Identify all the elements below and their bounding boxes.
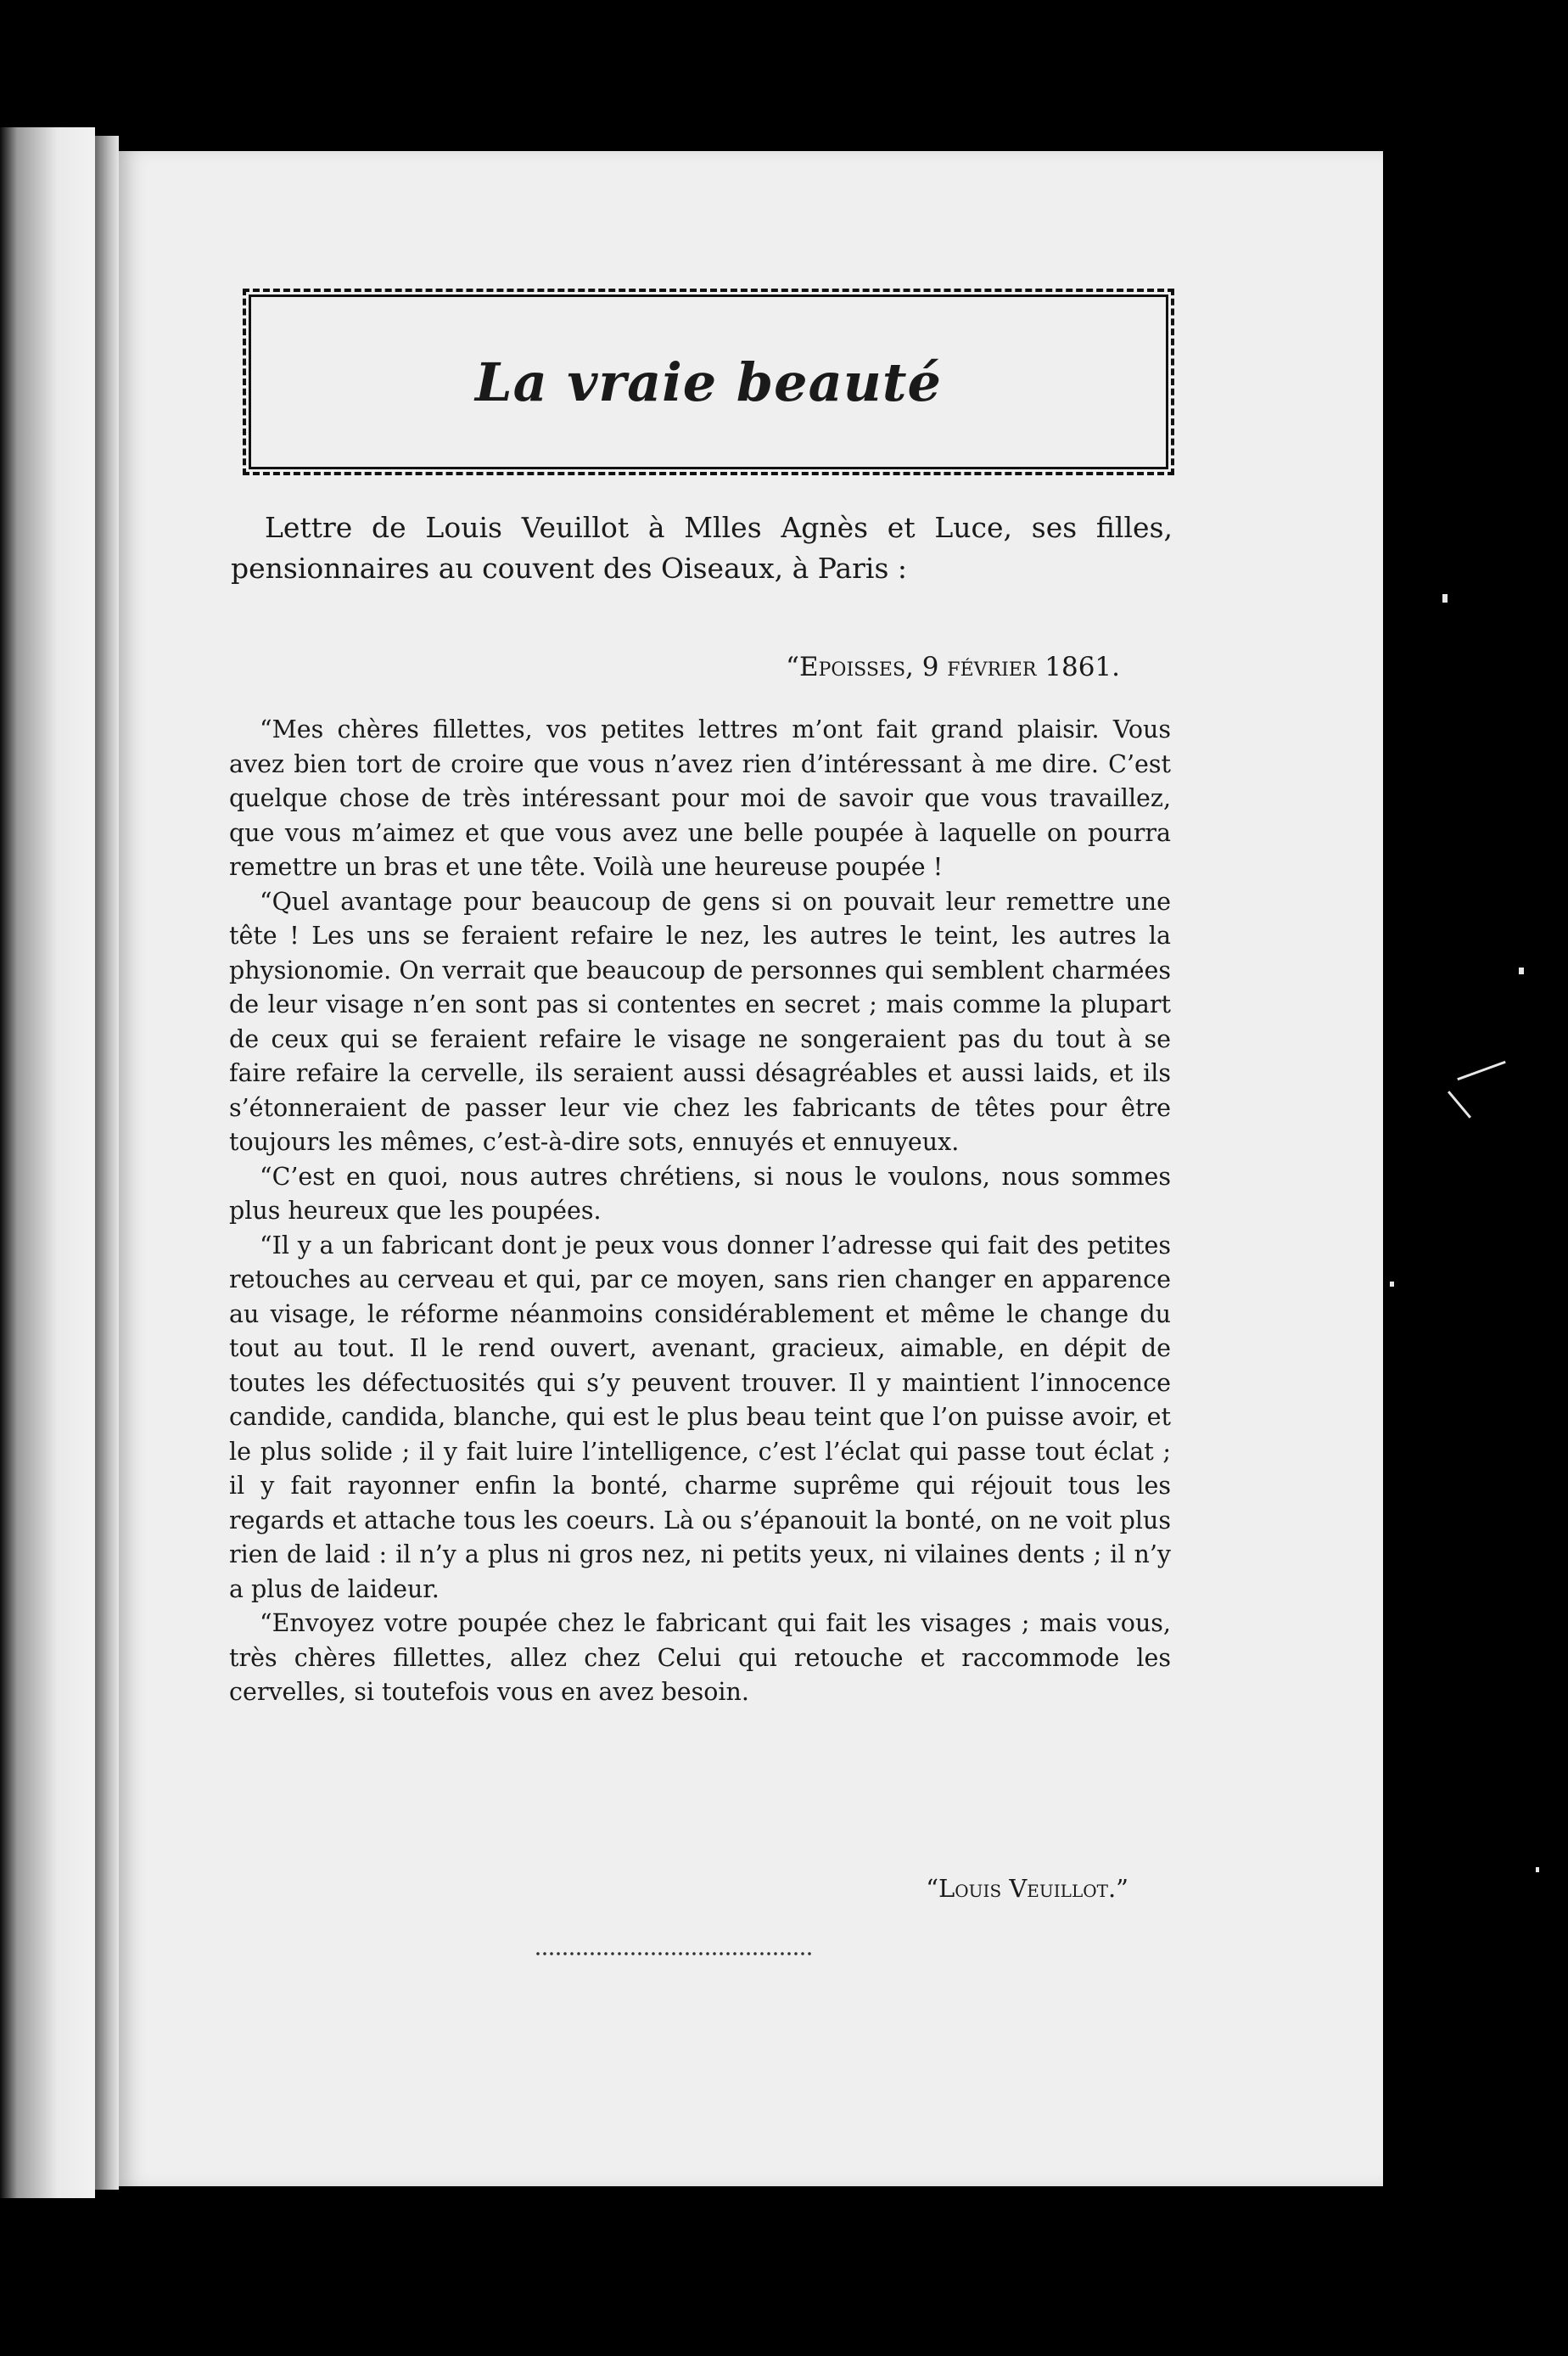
letter-paragraph: “C’est en quoi, nous autres chrétiens, si nous le voulons, nous sommes plus heureux que les poupées. xyxy=(229,1162,1171,1225)
intro-text: Lettre de Louis Veuillot à Mlles Agnès et Luce, ses filles, pensionnaires au couvent des Oiseaux, à Paris : xyxy=(231,511,1173,585)
title-frame xyxy=(243,289,1174,475)
facing-page-edge xyxy=(0,127,95,2198)
letter-paragraph: “Mes chères fillettes, vos petites lettres m’ont fait grand plaisir. Vous avez bien tort de croire que vous n’avez rien d’intéressant à me dire. C’est quelque chose de très intéressant pour moi de savoir que vous travaillez, que vous m’aimez et que vous avez une belle poupée à laquelle on pourra remettre un bras et une tête. Voilà une heureuse poupée ! xyxy=(229,715,1171,881)
page-title: La vraie beauté xyxy=(475,351,942,413)
decorative-divider xyxy=(535,1950,815,1959)
letter-paragraph: “Il y a un fabricant dont je peux vous donner l’adresse qui fait des petites retouches au cerveau et qui, par ce moyen, sans rien changer en apparence au visage, le réforme néanmoins considérablement et même le change du tout au tout. Il le rend ouvert, avenant, gracieux, aimable, en dépit de toutes les défectuosités qui s’y peuvent trouver. Il y maintient l’innocence candide, candida, blanche, qui est le plus beau teint que l’on puisse avoir, et le plus solide ; il y fait luire l’intelligence, c’est l’éclat qui passe tout éclat ; il y fait rayonner enfin la bonté, charme suprême qui réjouit tous les regards et attache tous les coeurs. Là ou s’épanouit la bonté, on ne voit plus rien de laid : il n’y a plus ni gros nez, ni petits yeux, ni vilaines dents ; il n’y a plus de laideur. xyxy=(229,1231,1171,1603)
book-spine-shadow xyxy=(95,136,119,2190)
letter-signature: “Louis Veuillot.” xyxy=(926,1874,1128,1903)
scan-speck xyxy=(1519,968,1524,974)
scan-speck xyxy=(1442,594,1448,603)
scan-speck xyxy=(1390,1282,1394,1287)
letter-dateline: “Epoisses, 9 février 1861. xyxy=(786,652,1120,682)
scan-speck xyxy=(1457,1061,1505,1080)
letter-paragraph: “Quel avantage pour beaucoup de gens si on pouvait leur remettre une tête ! Les uns se feraient refaire le nez, les autres le teint, les autres la physionomie. On verrait que beaucoup de personnes qui semblent charmées de leur visage n’en sont pas si contentes en secret ; mais comme la plupart de ceux qui se feraient refaire le visage ne songeraient pas du tout à se faire refaire la cervelle, ils seraient aussi désagréables et aussi laids, et ils s’étonneraient de passer leur vie chez les fabricants de têtes pour être toujours les mêmes, c’est-à-dire sots, ennuyés et ennuyeux. xyxy=(229,887,1171,1156)
letter-body xyxy=(229,713,1171,1710)
letter-paragraph: “Envoyez votre poupée chez le fabricant qui fait les visages ; mais vous, très chères fillettes, allez chez Celui qui retouche et raccommode les cervelles, si toutefois vous en avez besoin. xyxy=(229,1609,1171,1706)
book-page xyxy=(119,151,1383,2186)
scan-speck xyxy=(1536,1867,1539,1872)
scan-speck xyxy=(1448,1091,1471,1119)
